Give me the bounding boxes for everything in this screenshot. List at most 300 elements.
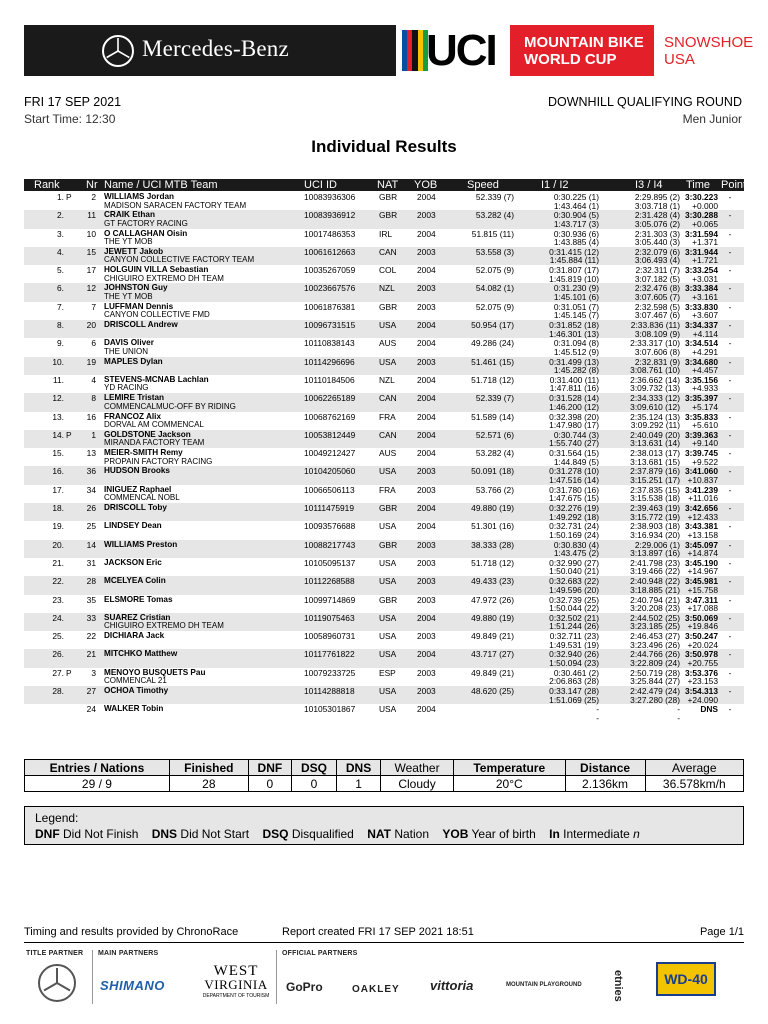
result-rider-name: DAVIS Oliver — [104, 338, 154, 348]
table-row — [24, 613, 744, 631]
result-uci-id: 10083936306 — [304, 192, 356, 202]
event-line-2: WORLD CUP — [524, 51, 617, 68]
result-yob: 2004 — [417, 228, 436, 239]
result-team: PROPAIN FACTORY RACING — [104, 456, 213, 466]
result-rider-name: DRISCOLL Andrew — [104, 320, 178, 330]
result-time: 3:43.381 — [684, 521, 718, 532]
result-split-i4: 3:07.605 (7) — [634, 291, 680, 302]
result-gap: +3.607 — [692, 310, 718, 321]
result-split-i2: 1:47.811 (16) — [549, 383, 599, 394]
col-i1-i2: I1 / I2 — [541, 179, 569, 191]
title-partner-label: TITLE PARTNER — [26, 950, 84, 957]
result-yob: 2004 — [417, 448, 436, 459]
result-rank: 12. — [52, 393, 64, 404]
table-row — [24, 649, 744, 667]
result-rider-name: JEWETT Jakob — [104, 246, 164, 256]
result-bib: 22 — [86, 631, 96, 642]
result-yob: 2004 — [417, 374, 436, 385]
event-line-1: MOUNTAIN BIKE — [524, 34, 644, 51]
result-yob: 2003 — [417, 557, 436, 568]
result-time: 3:50.247 — [684, 631, 718, 642]
result-split-i2: 1:49.292 (18) — [549, 511, 599, 522]
result-rank: 23. — [52, 594, 64, 605]
result-bib: 27 — [86, 686, 96, 697]
table-row — [24, 704, 744, 722]
result-rank: 10. — [52, 356, 64, 367]
result-split-i3: - — [677, 704, 680, 715]
result-split-i1: 0:32.683 (22) — [549, 576, 599, 587]
summary-header-entries: Entries / Nations — [25, 760, 170, 776]
result-points: - — [728, 192, 732, 202]
result-speed: 52.339 (7) — [475, 192, 514, 202]
result-bib: 19 — [86, 356, 96, 367]
result-points: - — [728, 301, 732, 312]
race-summary-table — [24, 759, 744, 792]
result-split-i2: 1:45.512 (9) — [553, 346, 599, 357]
result-speed: 52.571 (6) — [475, 429, 514, 440]
summary-header-dns: DNS — [337, 760, 381, 776]
result-nation: USA — [379, 320, 397, 331]
result-uci-id: 10068762169 — [304, 411, 356, 422]
result-points: - — [728, 429, 732, 440]
result-speed: 53.282 (4) — [475, 210, 514, 221]
result-split-i2: 1:55.740 (27) — [549, 438, 599, 449]
result-split-i1: - — [596, 704, 599, 715]
result-split-i3: 2:44.502 (25) — [630, 612, 680, 623]
result-time: 3:35.156 — [684, 374, 718, 385]
result-rider-name: WALKER Tobin — [104, 704, 164, 714]
timing-credit: Timing and results provided by ChronoRace — [24, 926, 239, 938]
result-split-i4: 3:05.440 (3) — [634, 237, 680, 248]
event-location — [654, 25, 754, 76]
table-row — [24, 229, 744, 247]
result-nation: GBR — [379, 210, 398, 221]
result-speed: 54.082 (1) — [475, 283, 514, 294]
result-uci-id: 10112268588 — [304, 576, 355, 587]
result-split-i2: 1:43.885 (4) — [553, 237, 599, 248]
result-team: MADISON SARACEN FACTORY TEAM — [104, 200, 247, 210]
result-rider-name: DRISCOLL Toby — [104, 503, 167, 513]
result-gap: +19.846 — [687, 621, 718, 632]
table-row — [24, 430, 744, 448]
result-speed: 53.282 (4) — [475, 448, 514, 459]
uci-logo — [396, 25, 510, 76]
result-split-i1: 0:31.278 (10) — [549, 466, 599, 477]
result-uci-id: 10111475919 — [304, 503, 354, 514]
result-yob: 2003 — [417, 667, 436, 678]
result-split-i4: 3:07.606 (8) — [634, 346, 680, 357]
col-name: Name / UCI MTB Team — [104, 179, 218, 191]
table-row — [24, 595, 744, 613]
result-points: - — [728, 466, 732, 477]
result-rank: 27. — [52, 667, 64, 678]
result-uci-id: 10053812449 — [304, 429, 356, 440]
table-row — [24, 192, 744, 210]
result-rider-name: STEVENS-MCNAB Lachlan — [104, 374, 209, 384]
page-number: Page 1/1 — [699, 926, 744, 938]
result-uci-id: 10110838143 — [304, 338, 355, 349]
result-split-i3: 2:50.719 (28) — [630, 667, 680, 678]
result-yob: 2003 — [417, 686, 436, 697]
result-split-i2: 1:47.980 (17) — [549, 420, 599, 431]
legend-item-nat: NAT Nation — [367, 827, 430, 841]
result-gap: +20.755 — [687, 657, 718, 668]
race-category: Men Junior — [682, 112, 742, 126]
result-time: 3:30.288 — [684, 210, 718, 221]
result-split-i3: 2:32.831 (9) — [634, 356, 680, 367]
result-speed: 49.849 (21) — [471, 667, 514, 678]
result-team: YD RACING — [104, 383, 149, 393]
col-nat: NAT — [377, 179, 399, 191]
result-rider-name: MAPLES Dylan — [104, 356, 163, 366]
result-split-i3: 2:32.476 (8) — [634, 283, 680, 294]
result-uci-id: 10114288818 — [304, 686, 355, 697]
result-rank: 6. — [57, 283, 64, 294]
result-time: 3:33.254 — [684, 265, 718, 276]
table-row — [24, 338, 744, 356]
result-split-i3: 2:31.303 (3) — [634, 228, 680, 239]
result-team: DORVAL AM COMMENCAL — [104, 420, 204, 430]
result-yob: 2004 — [417, 503, 436, 514]
result-time: 3:42.656 — [684, 503, 718, 514]
result-bib: 10 — [86, 228, 96, 239]
result-rider-name: INIGUEZ Raphael — [104, 484, 172, 494]
result-uci-id: 10104205060 — [304, 466, 356, 477]
result-split-i3: 2:39.463 (19) — [630, 503, 680, 514]
result-points: - — [728, 210, 732, 221]
race-round: DOWNHILL QUALIFYING ROUND — [547, 95, 742, 109]
result-split-i4: 3:08.761 (10) — [630, 365, 680, 376]
result-speed: 51.461 (15) — [471, 356, 514, 367]
summary-dnf: 0 — [248, 776, 291, 792]
result-yob: 2003 — [417, 576, 436, 587]
result-bib: 33 — [86, 612, 96, 623]
result-points: - — [728, 265, 732, 276]
result-split-i2: 1:50.044 (22) — [549, 603, 599, 614]
result-nation: USA — [379, 649, 397, 660]
col-i3-i4: I3 / I4 — [635, 179, 663, 191]
vittoria-logo: vittoria — [430, 978, 474, 993]
result-points: - — [728, 557, 732, 568]
result-split-i3: 2:29.895 (2) — [634, 192, 680, 202]
result-team: CHIGUIRO EXTREMO DH TEAM — [104, 621, 224, 631]
result-nation: USA — [379, 612, 397, 623]
result-bib: 28 — [86, 576, 96, 587]
result-gap: +3.161 — [692, 291, 718, 302]
result-speed: 49.433 (23) — [471, 576, 514, 587]
result-team: COMMENCAL NOBL — [104, 493, 180, 503]
result-team: THE YT MOB — [104, 291, 153, 301]
result-split-i1: 0:31.051 (7) — [553, 301, 599, 312]
result-split-i4: 3:18.885 (21) — [630, 584, 680, 595]
legend-item-yob: YOB Year of birth — [442, 827, 536, 841]
result-gap: +11.016 — [688, 493, 718, 504]
result-yob: 2004 — [417, 320, 436, 331]
result-uci-id: 10062265189 — [304, 393, 356, 404]
table-row — [24, 485, 744, 503]
oakley-logo: OAKLEY — [352, 984, 400, 995]
event-name — [510, 25, 654, 76]
result-uci-id: 10119075463 — [304, 612, 355, 623]
result-time: 3:39.745 — [684, 448, 718, 459]
result-time: 3:41.239 — [684, 484, 718, 495]
summary-header-average: Average — [645, 760, 743, 776]
result-uci-id: 10117761822 — [304, 649, 355, 660]
legend-item-dsq: DSQ Disqualified — [262, 827, 354, 841]
result-yob: 2004 — [417, 265, 436, 276]
result-yob: 2004 — [417, 393, 436, 404]
result-rider-name: WILLIAMS Preston — [104, 539, 178, 549]
result-rank: 15. — [52, 448, 64, 459]
summary-distance: 2.136km — [565, 776, 645, 792]
start-time: Start Time: 12:30 — [24, 112, 116, 126]
result-bib: 11 — [87, 210, 96, 221]
result-rider-name: CRAIK Ethan — [104, 210, 155, 220]
summary-header-weather: Weather — [381, 760, 454, 776]
result-uci-id: 10105095137 — [304, 557, 356, 568]
result-gap: +13.158 — [687, 529, 718, 540]
result-uci-id: 10079233725 — [304, 667, 356, 678]
result-split-i1: 0:31.852 (18) — [549, 320, 599, 331]
result-yob: 2004 — [417, 704, 436, 715]
result-points: - — [728, 320, 732, 331]
result-bib: 12 — [86, 283, 96, 294]
result-gap: +9.522 — [692, 456, 718, 467]
result-rider-name: LUFFMAN Dennis — [104, 301, 174, 311]
summary-weather: Cloudy — [381, 776, 454, 792]
result-speed: 51.815 (11) — [471, 228, 514, 239]
result-split-i3: 2:42.479 (24) — [630, 686, 680, 697]
legend-item-dns: DNS Did Not Start — [151, 827, 250, 841]
result-team: CANYON COLLECTIVE FMD — [104, 310, 210, 320]
result-split-i4: 3:15.772 (19) — [630, 511, 680, 522]
result-split-i2: 1:49.596 (20) — [549, 584, 599, 595]
result-split-i3: 2:33.317 (10) — [630, 338, 680, 349]
report-created: Report created FRI 17 SEP 2021 18:51 — [282, 926, 474, 938]
result-nation: GBR — [379, 301, 398, 312]
result-split-i4: 3:08.109 (9) — [634, 328, 680, 339]
result-yob: 2004 — [417, 521, 436, 532]
result-rank: 1. — [57, 192, 64, 202]
result-yob: 2003 — [417, 631, 436, 642]
result-rank: 7. — [57, 301, 64, 312]
result-split-i4: 3:05.076 (2) — [634, 218, 680, 229]
result-speed: 43.717 (27) — [471, 649, 514, 660]
result-gap: +14.967 — [687, 566, 718, 577]
result-gap: +4.114 — [692, 328, 718, 339]
result-nation: CAN — [379, 393, 397, 404]
result-split-i3: 2:29.006 (1) — [634, 539, 680, 550]
result-team: THE UNION — [104, 346, 148, 356]
table-row — [24, 283, 744, 301]
result-gap: +0.065 — [692, 218, 718, 229]
result-bib: 16 — [86, 411, 96, 422]
result-time: 3:30.223 — [684, 192, 718, 202]
result-nation: FRA — [379, 484, 396, 495]
result-bib: 34 — [86, 484, 96, 495]
summary-finished: 28 — [169, 776, 248, 792]
race-date: FRI 17 SEP 2021 — [24, 95, 122, 109]
result-rank: 14. — [52, 429, 64, 440]
result-split-i1: 0:31.400 (11) — [549, 374, 599, 385]
result-time: 3:35.833 — [684, 411, 718, 422]
result-gap: +20.024 — [687, 639, 718, 650]
result-points: - — [728, 356, 732, 367]
result-yob: 2003 — [417, 539, 436, 550]
col-points: Points — [721, 179, 752, 191]
result-uci-id: 10083936912 — [304, 210, 356, 221]
result-split-i4: 3:25.844 (27) — [630, 676, 680, 687]
result-time: 3:50.978 — [684, 649, 718, 660]
result-team: GT FACTORY RACING — [104, 218, 188, 228]
result-pen-flag: P — [66, 429, 72, 440]
result-split-i2: 1:47.516 (14) — [549, 474, 599, 485]
result-split-i4: 3:06.493 (4) — [634, 255, 680, 266]
result-time: 3:45.190 — [684, 557, 718, 568]
table-row — [24, 210, 744, 228]
result-yob: 2004 — [417, 411, 436, 422]
result-split-i3: 2:40.049 (20) — [630, 429, 680, 440]
result-pen-flag: P — [66, 192, 72, 202]
summary-temperature: 20°C — [453, 776, 565, 792]
result-split-i1: 0:32.739 (25) — [549, 594, 599, 605]
result-team: MIRANDA FACTORY TEAM — [104, 438, 205, 448]
result-speed: 49.286 (24) — [471, 338, 514, 349]
summary-header-row — [25, 760, 744, 776]
summary-dns: 1 — [337, 776, 381, 792]
result-split-i1: 0:32.990 (27) — [549, 557, 599, 568]
result-split-i4: 3:07.467 (6) — [634, 310, 680, 321]
result-nation: USA — [379, 686, 397, 697]
location-line-2: USA — [664, 51, 695, 68]
result-split-i4: 3:09.610 (12) — [630, 401, 680, 412]
result-points: - — [728, 246, 732, 257]
result-rider-name: MENOYO BUSQUETS Pau — [104, 667, 206, 677]
result-speed: 51.718 (12) — [471, 374, 514, 385]
result-points: - — [728, 686, 732, 697]
result-speed: 49.849 (21) — [471, 631, 514, 642]
result-uci-id: 10093576688 — [304, 521, 356, 532]
result-split-i4: 3:23.185 (25) — [630, 621, 680, 632]
table-row — [24, 320, 744, 338]
result-rank: 21. — [52, 557, 64, 568]
result-split-i1: 0:31.780 (16) — [549, 484, 599, 495]
result-yob: 2004 — [417, 612, 436, 623]
result-split-i4: 3:09.732 (13) — [630, 383, 680, 394]
result-gap: +10.837 — [687, 474, 718, 485]
result-nation: NZL — [379, 283, 395, 294]
summary-header-finished: Finished — [169, 760, 248, 776]
result-split-i4: 3:13.897 (16) — [630, 548, 680, 559]
result-time: 3:47.311 — [685, 594, 718, 605]
result-uci-id: 10035267059 — [304, 265, 356, 276]
result-speed: 53.766 (2) — [475, 484, 514, 495]
result-split-i2: 1:46.301 (13) — [549, 328, 599, 339]
result-rider-name: LINDSEY Dean — [104, 521, 162, 531]
result-split-i3: 2:41.798 (23) — [630, 557, 680, 568]
result-nation: AUS — [379, 448, 397, 459]
result-rank: 18. — [52, 503, 64, 514]
result-bib: 8 — [91, 393, 96, 404]
result-points: - — [728, 576, 732, 587]
result-nation: GBR — [379, 503, 398, 514]
result-points: - — [728, 612, 732, 623]
result-points: - — [728, 228, 732, 239]
result-nation: COL — [379, 265, 397, 276]
result-split-i4: 3:27.280 (28) — [630, 694, 680, 705]
result-split-i1: 0:32.940 (26) — [549, 649, 599, 660]
result-points: - — [728, 631, 732, 642]
result-rider-name: DICHIARA Jack — [104, 631, 165, 641]
result-points: - — [728, 411, 732, 422]
result-nation: NZL — [379, 374, 395, 385]
result-yob: 2003 — [417, 246, 436, 257]
result-yob: 2004 — [417, 338, 436, 349]
result-yob: 2003 — [417, 484, 436, 495]
result-split-i3: 2:36.662 (14) — [630, 374, 680, 385]
legend-item-intermediate: In Intermediate n — [549, 827, 640, 841]
result-bib: 31 — [86, 557, 96, 568]
result-split-i1: 0:32.502 (21) — [549, 612, 599, 623]
result-split-i1: 0:30.461 (2) — [553, 667, 599, 678]
result-split-i3: 2:44.766 (26) — [630, 649, 680, 660]
result-split-i4: 3:19.466 (22) — [630, 566, 680, 577]
result-split-i2: 1:45.819 (10) — [549, 273, 599, 284]
result-rank: 24. — [52, 612, 64, 623]
shimano-logo: SHIMANO — [100, 978, 165, 993]
result-split-i2: 1:45.101 (6) — [553, 291, 599, 302]
result-split-i3: 2:31.428 (4) — [634, 210, 680, 221]
result-points: - — [728, 393, 732, 404]
mercedes-partner-logo — [38, 964, 76, 1002]
result-points: - — [728, 374, 732, 385]
snowshoe-logo: MOUNTAIN PLAYGROUND — [506, 982, 582, 988]
result-split-i3: 2:32.311 (7) — [635, 265, 680, 276]
result-gap: +14.874 — [687, 548, 718, 559]
result-split-i1: 0:31.230 (9) — [553, 283, 599, 294]
result-gap: +0.000 — [692, 200, 718, 211]
result-split-i1: 0:33.147 (28) — [549, 686, 599, 697]
result-split-i1: 0:32.731 (24) — [549, 521, 599, 532]
result-split-i4: 3:15.538 (18) — [630, 493, 680, 504]
result-rank: 20. — [52, 539, 64, 550]
result-uci-id: 10105301867 — [304, 704, 356, 715]
legend-title: Legend: — [35, 811, 79, 825]
result-speed: 38.333 (28) — [471, 539, 514, 550]
result-nation: USA — [379, 704, 397, 715]
table-row — [24, 247, 744, 265]
result-nation: CAN — [379, 429, 397, 440]
result-split-i3: 2:34.333 (12) — [630, 393, 680, 404]
page-title: Individual Results — [311, 137, 457, 156]
result-split-i3: 2:40.948 (22) — [630, 576, 680, 587]
result-split-i4: 3:22.809 (24) — [630, 657, 680, 668]
result-rank: 13. — [52, 411, 64, 422]
result-split-i1: 0:30.744 (3) — [553, 429, 599, 440]
result-gap: +3.031 — [692, 273, 718, 284]
result-time: 3:34.514 — [684, 338, 718, 349]
table-row — [24, 466, 744, 484]
results-table — [24, 192, 744, 723]
result-split-i2: 1:46.200 (12) — [549, 401, 599, 412]
result-rider-name: WILLIAMS Jordan — [104, 192, 175, 201]
official-partners-label: OFFICIAL PARTNERS — [282, 950, 358, 957]
result-time: 3:34.337 — [684, 320, 718, 331]
result-rider-name: ELSMORE Tomas — [104, 594, 173, 604]
result-split-i1: 0:32.398 (20) — [549, 411, 599, 422]
result-split-i1: 0:31.528 (14) — [549, 393, 599, 404]
result-rider-name: SUAREZ Cristian — [104, 612, 171, 622]
